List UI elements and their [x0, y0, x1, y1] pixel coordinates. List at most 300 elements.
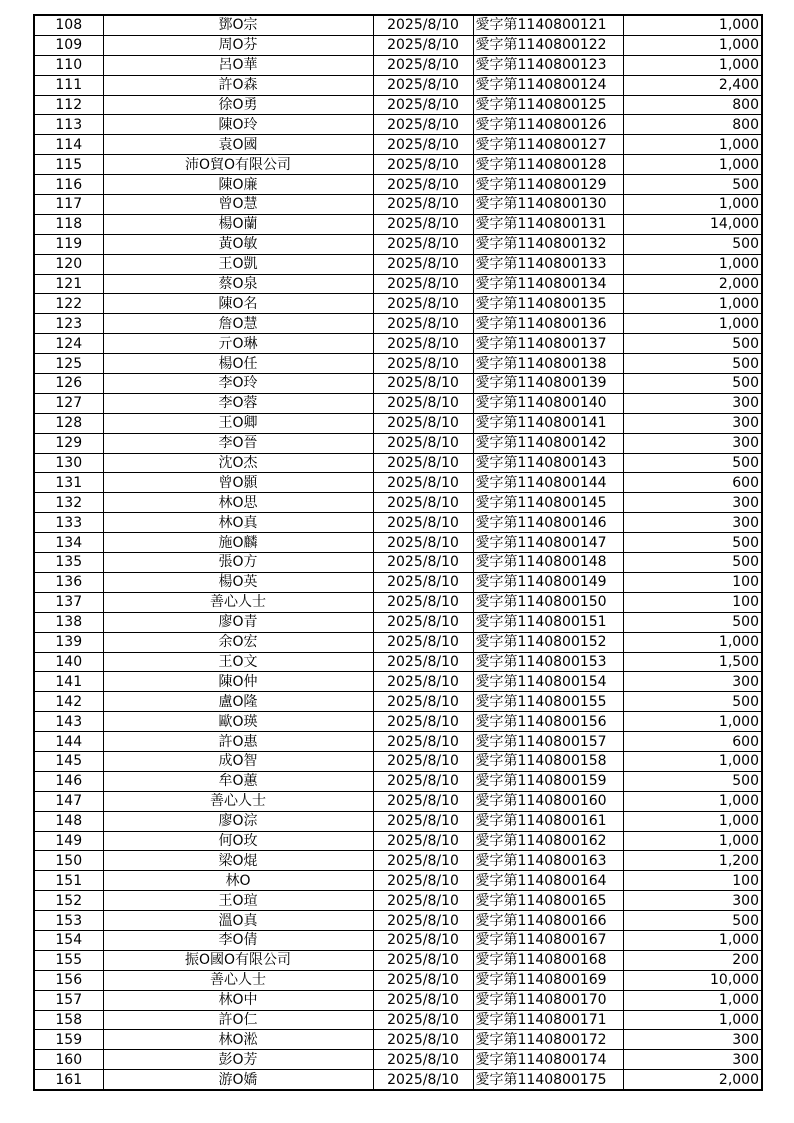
donation-date: 2025/8/10: [373, 930, 473, 950]
table-row: [34, 811, 762, 831]
donor-name: 張O方: [103, 553, 373, 573]
donor-name: 王O瑄: [103, 891, 373, 911]
row-number: 132: [34, 493, 103, 513]
donation-amount: 1,000: [623, 294, 762, 314]
donor-name: 陳O玲: [103, 115, 373, 135]
donation-amount: 500: [623, 692, 762, 712]
row-number: 151: [34, 871, 103, 891]
donation-amount: 300: [623, 393, 762, 413]
donation-amount: 800: [623, 95, 762, 115]
donor-name: 成O智: [103, 751, 373, 771]
row-number: 120: [34, 254, 103, 274]
table-row: [34, 35, 762, 55]
donation-amount: 2,400: [623, 75, 762, 95]
donor-name: 施O麟: [103, 533, 373, 553]
donation-amount: 300: [623, 513, 762, 533]
donor-name: 曾O顥: [103, 473, 373, 493]
table-row: [34, 75, 762, 95]
donation-amount: 1,000: [623, 135, 762, 155]
donor-name: 陳O名: [103, 294, 373, 314]
row-number: 140: [34, 652, 103, 672]
donation-date: 2025/8/10: [373, 214, 473, 234]
row-number: 136: [34, 572, 103, 592]
donation-date: 2025/8/10: [373, 553, 473, 573]
table-row: [34, 1050, 762, 1070]
donation-sheet: [33, 14, 763, 1091]
row-number: 133: [34, 513, 103, 533]
receipt-number: 愛字第1140800168: [473, 950, 623, 970]
donor-name: 林O淞: [103, 1030, 373, 1050]
donor-name: 林O中: [103, 990, 373, 1010]
donation-date: 2025/8/10: [373, 692, 473, 712]
row-number: 137: [34, 592, 103, 612]
donor-name: 許O仁: [103, 1010, 373, 1030]
donation-date: 2025/8/10: [373, 393, 473, 413]
receipt-number: 愛字第1140800161: [473, 811, 623, 831]
table-row: [34, 891, 762, 911]
row-number: 159: [34, 1030, 103, 1050]
donation-amount: 100: [623, 871, 762, 891]
donation-date: 2025/8/10: [373, 493, 473, 513]
receipt-number: 愛字第1140800136: [473, 314, 623, 334]
table-row: [34, 374, 762, 394]
donor-name: 林O思: [103, 493, 373, 513]
donation-amount: 1,000: [623, 930, 762, 950]
donation-date: 2025/8/10: [373, 195, 473, 215]
donor-name: 王O文: [103, 652, 373, 672]
donation-amount: 600: [623, 732, 762, 752]
donation-date: 2025/8/10: [373, 433, 473, 453]
receipt-number: 愛字第1140800139: [473, 374, 623, 394]
donor-name: 善心人士: [103, 592, 373, 612]
row-number: 131: [34, 473, 103, 493]
table-row: [34, 393, 762, 413]
donation-table: [33, 14, 763, 1091]
donor-name: 何O玫: [103, 831, 373, 851]
donation-date: 2025/8/10: [373, 612, 473, 632]
donation-amount: 100: [623, 592, 762, 612]
table-row: [34, 155, 762, 175]
donation-amount: 1,500: [623, 652, 762, 672]
row-number: 141: [34, 672, 103, 692]
donation-date: 2025/8/10: [373, 1010, 473, 1030]
donor-name: 善心人士: [103, 970, 373, 990]
donation-amount: 500: [623, 911, 762, 931]
donation-amount: 200: [623, 950, 762, 970]
receipt-number: 愛字第1140800137: [473, 334, 623, 354]
table-row: [34, 831, 762, 851]
receipt-number: 愛字第1140800144: [473, 473, 623, 493]
receipt-number: 愛字第1140800130: [473, 195, 623, 215]
receipt-number: 愛字第1140800123: [473, 55, 623, 75]
donor-name: 彭O芳: [103, 1050, 373, 1070]
donation-amount: 1,000: [623, 254, 762, 274]
row-number: 119: [34, 234, 103, 254]
donation-date: 2025/8/10: [373, 55, 473, 75]
donor-name: 蔡O泉: [103, 274, 373, 294]
row-number: 123: [34, 314, 103, 334]
table-row: [34, 871, 762, 891]
table-row: [34, 732, 762, 752]
donor-name: 振O國O有限公司: [103, 950, 373, 970]
donation-date: 2025/8/10: [373, 95, 473, 115]
donation-date: 2025/8/10: [373, 891, 473, 911]
donation-amount: 1,000: [623, 632, 762, 652]
donor-name: 沛O貿O有限公司: [103, 155, 373, 175]
receipt-number: 愛字第1140800172: [473, 1030, 623, 1050]
donation-date: 2025/8/10: [373, 334, 473, 354]
receipt-number: 愛字第1140800142: [473, 433, 623, 453]
receipt-number: 愛字第1140800138: [473, 354, 623, 374]
donation-date: 2025/8/10: [373, 652, 473, 672]
donation-amount: 10,000: [623, 970, 762, 990]
table-row: [34, 553, 762, 573]
donation-amount: 100: [623, 572, 762, 592]
receipt-number: 愛字第1140800155: [473, 692, 623, 712]
donation-amount: 500: [623, 175, 762, 195]
donation-amount: 500: [623, 553, 762, 573]
donation-date: 2025/8/10: [373, 413, 473, 433]
table-row: [34, 652, 762, 672]
donation-date: 2025/8/10: [373, 294, 473, 314]
receipt-number: 愛字第1140800133: [473, 254, 623, 274]
row-number: 148: [34, 811, 103, 831]
donation-amount: 500: [623, 612, 762, 632]
donor-name: 李O倩: [103, 930, 373, 950]
donor-name: 廖O青: [103, 612, 373, 632]
receipt-number: 愛字第1140800132: [473, 234, 623, 254]
donation-amount: 1,200: [623, 851, 762, 871]
receipt-number: 愛字第1140800167: [473, 930, 623, 950]
donation-date: 2025/8/10: [373, 811, 473, 831]
row-number: 135: [34, 553, 103, 573]
receipt-number: 愛字第1140800121: [473, 15, 623, 35]
donation-date: 2025/8/10: [373, 712, 473, 732]
donor-name: 游O嬌: [103, 1070, 373, 1090]
donation-amount: 1,000: [623, 15, 762, 35]
donation-amount: 2,000: [623, 274, 762, 294]
row-number: 150: [34, 851, 103, 871]
donation-date: 2025/8/10: [373, 354, 473, 374]
row-number: 117: [34, 195, 103, 215]
donation-date: 2025/8/10: [373, 15, 473, 35]
table-row: [34, 175, 762, 195]
donation-amount: 1,000: [623, 831, 762, 851]
table-row: [34, 195, 762, 215]
row-number: 149: [34, 831, 103, 851]
table-row: [34, 612, 762, 632]
row-number: 118: [34, 214, 103, 234]
donor-name: 楊O英: [103, 572, 373, 592]
table-row: [34, 234, 762, 254]
donation-amount: 500: [623, 374, 762, 394]
table-row: [34, 1070, 762, 1090]
receipt-number: 愛字第1140800151: [473, 612, 623, 632]
donor-name: 鄧O宗: [103, 15, 373, 35]
table-row: [34, 473, 762, 493]
row-number: 144: [34, 732, 103, 752]
donation-date: 2025/8/10: [373, 911, 473, 931]
donation-amount: 300: [623, 672, 762, 692]
table-row: [34, 632, 762, 652]
donation-date: 2025/8/10: [373, 155, 473, 175]
row-number: 152: [34, 891, 103, 911]
donation-date: 2025/8/10: [373, 374, 473, 394]
donation-date: 2025/8/10: [373, 632, 473, 652]
donation-amount: 500: [623, 354, 762, 374]
donation-amount: 800: [623, 115, 762, 135]
donation-amount: 14,000: [623, 214, 762, 234]
donor-name: 陳O廉: [103, 175, 373, 195]
donation-amount: 500: [623, 453, 762, 473]
table-row: [34, 314, 762, 334]
donation-amount: 1,000: [623, 35, 762, 55]
table-row: [34, 1030, 762, 1050]
receipt-number: 愛字第1140800122: [473, 35, 623, 55]
row-number: 116: [34, 175, 103, 195]
table-row: [34, 453, 762, 473]
row-number: 128: [34, 413, 103, 433]
table-row: [34, 294, 762, 314]
donor-name: 楊O任: [103, 354, 373, 374]
donation-date: 2025/8/10: [373, 75, 473, 95]
receipt-number: 愛字第1140800131: [473, 214, 623, 234]
donor-name: 林O: [103, 871, 373, 891]
donation-amount: 1,000: [623, 55, 762, 75]
receipt-number: 愛字第1140800134: [473, 274, 623, 294]
table-row: [34, 990, 762, 1010]
donation-date: 2025/8/10: [373, 751, 473, 771]
receipt-number: 愛字第1140800154: [473, 672, 623, 692]
receipt-number: 愛字第1140800174: [473, 1050, 623, 1070]
table-row: [34, 95, 762, 115]
receipt-number: 愛字第1140800166: [473, 911, 623, 931]
donation-date: 2025/8/10: [373, 1030, 473, 1050]
donation-date: 2025/8/10: [373, 950, 473, 970]
receipt-number: 愛字第1140800149: [473, 572, 623, 592]
row-number: 121: [34, 274, 103, 294]
row-number: 147: [34, 791, 103, 811]
row-number: 154: [34, 930, 103, 950]
donor-name: 詹O慧: [103, 314, 373, 334]
donor-name: 周O芬: [103, 35, 373, 55]
donor-name: 歐O瑛: [103, 712, 373, 732]
table-row: [34, 493, 762, 513]
row-number: 127: [34, 393, 103, 413]
table-row: [34, 911, 762, 931]
row-number: 134: [34, 533, 103, 553]
donation-date: 2025/8/10: [373, 572, 473, 592]
receipt-number: 愛字第1140800125: [473, 95, 623, 115]
row-number: 142: [34, 692, 103, 712]
receipt-number: 愛字第1140800129: [473, 175, 623, 195]
donation-date: 2025/8/10: [373, 533, 473, 553]
row-number: 156: [34, 970, 103, 990]
table-row: [34, 712, 762, 732]
row-number: 153: [34, 911, 103, 931]
row-number: 161: [34, 1070, 103, 1090]
donation-amount: 300: [623, 493, 762, 513]
donation-amount: 2,000: [623, 1070, 762, 1090]
donation-amount: 1,000: [623, 195, 762, 215]
donation-date: 2025/8/10: [373, 771, 473, 791]
donation-amount: 300: [623, 413, 762, 433]
table-row: [34, 533, 762, 553]
row-number: 160: [34, 1050, 103, 1070]
receipt-number: 愛字第1140800156: [473, 712, 623, 732]
receipt-number: 愛字第1140800127: [473, 135, 623, 155]
donor-name: 王O凱: [103, 254, 373, 274]
table-row: [34, 751, 762, 771]
receipt-number: 愛字第1140800128: [473, 155, 623, 175]
donor-name: 李O蓉: [103, 393, 373, 413]
donation-amount: 500: [623, 334, 762, 354]
donation-amount: 300: [623, 1030, 762, 1050]
receipt-number: 愛字第1140800164: [473, 871, 623, 891]
row-number: 155: [34, 950, 103, 970]
row-number: 138: [34, 612, 103, 632]
row-number: 125: [34, 354, 103, 374]
row-number: 145: [34, 751, 103, 771]
donation-date: 2025/8/10: [373, 453, 473, 473]
receipt-number: 愛字第1140800135: [473, 294, 623, 314]
donation-date: 2025/8/10: [373, 314, 473, 334]
table-row: [34, 692, 762, 712]
donor-name: 袁O國: [103, 135, 373, 155]
donation-date: 2025/8/10: [373, 234, 473, 254]
donation-amount: 500: [623, 234, 762, 254]
row-number: 124: [34, 334, 103, 354]
donation-date: 2025/8/10: [373, 831, 473, 851]
donor-name: 許O森: [103, 75, 373, 95]
receipt-number: 愛字第1140800152: [473, 632, 623, 652]
receipt-number: 愛字第1140800157: [473, 732, 623, 752]
receipt-number: 愛字第1140800146: [473, 513, 623, 533]
donation-date: 2025/8/10: [373, 592, 473, 612]
table-row: [34, 433, 762, 453]
row-number: 111: [34, 75, 103, 95]
donor-name: 余O宏: [103, 632, 373, 652]
donor-name: 梁O焜: [103, 851, 373, 871]
donor-name: 林O真: [103, 513, 373, 533]
donor-name: 亓O琳: [103, 334, 373, 354]
row-number: 122: [34, 294, 103, 314]
donation-date: 2025/8/10: [373, 254, 473, 274]
row-number: 139: [34, 632, 103, 652]
donation-amount: 600: [623, 473, 762, 493]
receipt-number: 愛字第1140800148: [473, 553, 623, 573]
donor-name: 盧O隆: [103, 692, 373, 712]
row-number: 126: [34, 374, 103, 394]
donation-amount: 300: [623, 891, 762, 911]
donor-name: 呂O華: [103, 55, 373, 75]
table-row: [34, 334, 762, 354]
row-number: 109: [34, 35, 103, 55]
donor-name: 曾O慧: [103, 195, 373, 215]
table-row: [34, 851, 762, 871]
table-row: [34, 513, 762, 533]
table-row: [34, 135, 762, 155]
donation-table-body: [34, 15, 762, 1090]
donor-name: 李O玲: [103, 374, 373, 394]
row-number: 110: [34, 55, 103, 75]
row-number: 129: [34, 433, 103, 453]
table-row: [34, 1010, 762, 1030]
donation-date: 2025/8/10: [373, 990, 473, 1010]
receipt-number: 愛字第1140800145: [473, 493, 623, 513]
donation-amount: 1,000: [623, 1010, 762, 1030]
donor-name: 陳O仲: [103, 672, 373, 692]
table-row: [34, 930, 762, 950]
receipt-number: 愛字第1140800147: [473, 533, 623, 553]
row-number: 146: [34, 771, 103, 791]
receipt-number: 愛字第1140800162: [473, 831, 623, 851]
donor-name: 善心人士: [103, 791, 373, 811]
donation-date: 2025/8/10: [373, 970, 473, 990]
table-row: [34, 15, 762, 35]
receipt-number: 愛字第1140800141: [473, 413, 623, 433]
receipt-number: 愛字第1140800153: [473, 652, 623, 672]
receipt-number: 愛字第1140800163: [473, 851, 623, 871]
donor-name: 王O卿: [103, 413, 373, 433]
table-row: [34, 115, 762, 135]
row-number: 143: [34, 712, 103, 732]
table-row: [34, 572, 762, 592]
receipt-number: 愛字第1140800143: [473, 453, 623, 473]
donation-date: 2025/8/10: [373, 732, 473, 752]
donation-amount: 1,000: [623, 751, 762, 771]
receipt-number: 愛字第1140800150: [473, 592, 623, 612]
donor-name: 徐O勇: [103, 95, 373, 115]
donation-date: 2025/8/10: [373, 513, 473, 533]
receipt-number: 愛字第1140800140: [473, 393, 623, 413]
row-number: 158: [34, 1010, 103, 1030]
donation-date: 2025/8/10: [373, 135, 473, 155]
donor-name: 楊O蘭: [103, 214, 373, 234]
row-number: 108: [34, 15, 103, 35]
receipt-number: 愛字第1140800170: [473, 990, 623, 1010]
donor-name: 牟O蕙: [103, 771, 373, 791]
donation-date: 2025/8/10: [373, 1050, 473, 1070]
row-number: 114: [34, 135, 103, 155]
donation-amount: 1,000: [623, 990, 762, 1010]
donation-amount: 300: [623, 433, 762, 453]
receipt-number: 愛字第1140800165: [473, 891, 623, 911]
donor-name: 沈O杰: [103, 453, 373, 473]
table-row: [34, 950, 762, 970]
table-row: [34, 254, 762, 274]
donation-amount: 1,000: [623, 811, 762, 831]
donation-amount: 500: [623, 771, 762, 791]
table-row: [34, 55, 762, 75]
receipt-number: 愛字第1140800175: [473, 1070, 623, 1090]
donation-date: 2025/8/10: [373, 274, 473, 294]
table-row: [34, 970, 762, 990]
row-number: 157: [34, 990, 103, 1010]
donation-date: 2025/8/10: [373, 115, 473, 135]
table-row: [34, 672, 762, 692]
donor-name: 黃O敏: [103, 234, 373, 254]
table-row: [34, 214, 762, 234]
receipt-number: 愛字第1140800171: [473, 1010, 623, 1030]
row-number: 115: [34, 155, 103, 175]
receipt-number: 愛字第1140800169: [473, 970, 623, 990]
donation-amount: 300: [623, 1050, 762, 1070]
table-row: [34, 592, 762, 612]
donation-date: 2025/8/10: [373, 175, 473, 195]
table-row: [34, 274, 762, 294]
donor-name: 溫O真: [103, 911, 373, 931]
